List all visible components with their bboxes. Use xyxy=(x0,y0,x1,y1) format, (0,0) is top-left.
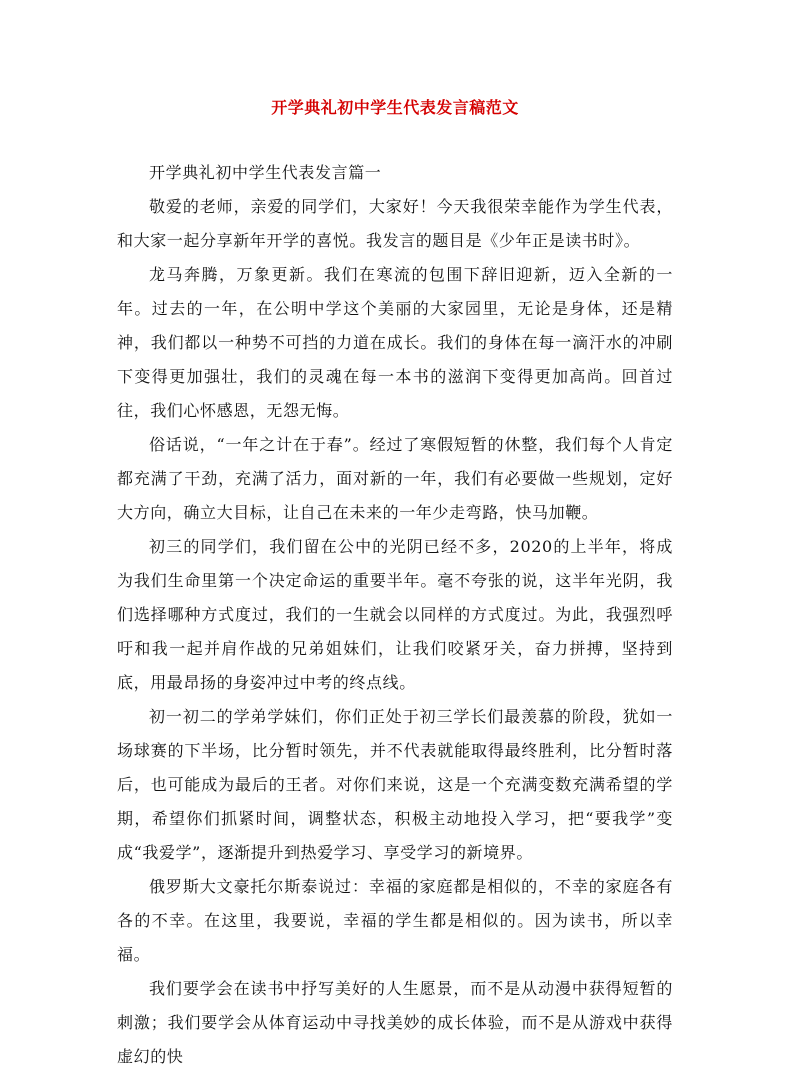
document-page xyxy=(117,96,673,1074)
paragraph-5: 初一初二的学弟学妹们，你们正处于初三学长们最羡慕的阶段，犹如一场球赛的下半场，比分暂时领先，并不代表就能取得最终胜利，比分暂时落后，也可能成为最后的王者。对你们来说，这是一个充满变数充满希望的学期，希望你们抓紧时间，调整状态，积极主动地投入学习，把“要我学”变成“我爱学”，逐渐提升到热爱学习、享受学习的新境界。 xyxy=(117,707,673,862)
paragraph-3: 俗话说，“一年之计在于春”。经过了寒假短暂的休整，我们每个人肯定都充满了干劲，充满了活力，面对新的一年，我们有必要做一些规划，定好大方向，确立大目标，让自己在未来的一年少走弯路，快马加鞭。 xyxy=(117,435,673,522)
paragraph-1: 敬爱的老师，亲爱的同学们，大家好！今天我很荣幸能作为学生代表，和大家一起分享新年开学的喜悦。我发言的题目是《少年正是读书时》。 xyxy=(117,197,673,250)
paragraph-7: 我们要学会在读书中抒写美好的人生愿景，而不是从动漫中获得短暂的刺激；我们要学会从体育运动中寻找美妙的成长体验，而不是从游戏中获得虚幻的快 xyxy=(117,979,673,1066)
section-heading: 开学典礼初中学生代表发言篇一 xyxy=(149,163,382,182)
paragraph-2: 龙马奔腾，万象更新。我们在寒流的包围下辞旧迎新，迈入全新的一年。过去的一年，在公明中学这个美丽的大家园里，无论是身体，还是精神，我们都以一种势不可挡的力道在成长。我们的身体在每一滴汗水的冲刷下变得更加强壮，我们的灵魂在每一本书的滋润下变得更加高尚。回首过往，我们心怀感恩，无怨无悔。 xyxy=(117,265,673,420)
paragraph-6: 俄罗斯大文豪托尔斯泰说过：幸福的家庭都是相似的，不幸的家庭各有各的不幸。在这里，我要说，幸福的学生都是相似的。因为读书，所以幸福。 xyxy=(117,877,673,964)
document-title: 开学典礼初中学生代表发言稿范文 xyxy=(271,98,519,117)
paragraph-4: 初三的同学们，我们留在公中的光阴已经不多，2020的上半年，将成为我们生命里第一个决定命运的重要半年。毫不夸张的说，这半年光阴，我们选择哪种方式度过，我们的一生就会以同样的方式度过。为此，我强烈呼吁和我一起并肩作战的兄弟姐妹们，让我们咬紧牙关，奋力拼搏，坚持到底，用最昂扬的身姿冲过中考的终点线。 xyxy=(117,537,673,692)
